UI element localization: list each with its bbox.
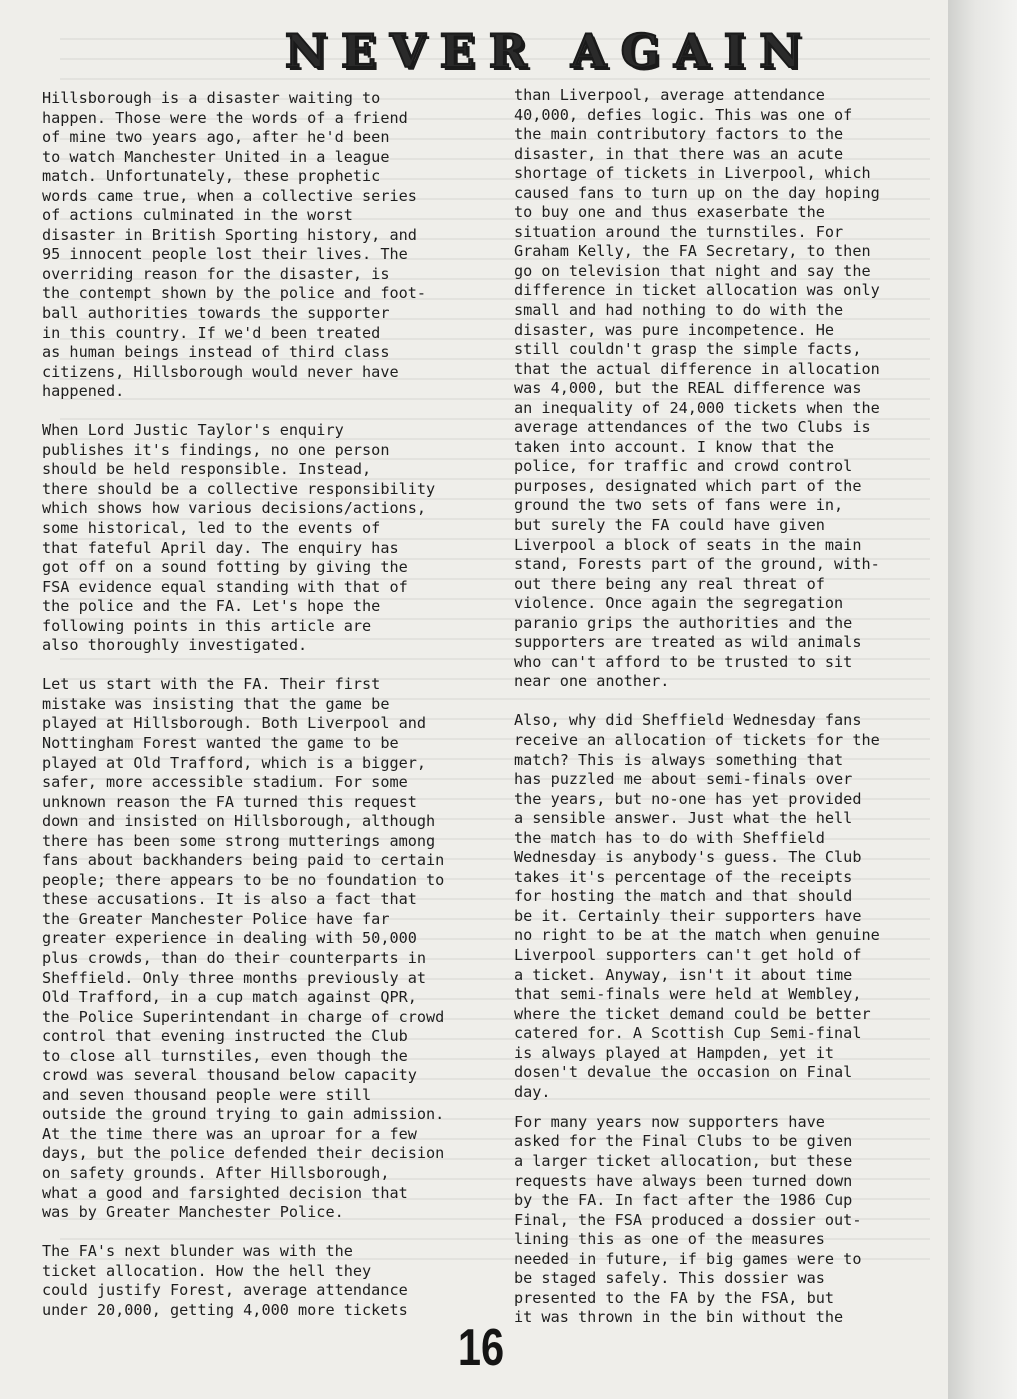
paragraph: Hillsborough is a disaster waiting to happen. Those were the words of a friend of mine two years ago, after he'd been to watch Manchester United in a league match. Unfortunately, these prophetic words came true, when a collective series of actions culminated in the worst disaster in British Sporting history, and 95 innocent people lost their lives. The overriding reason for the disaster, is the contempt shown by the police and foot- ball authorities towards the supporter in this country. If we'd been treated as human beings instead of third class citizens, Hillsborough would never have happened. — [42, 89, 427, 401]
paragraph: Let us start with the FA. Their first mistake was insisting that the game be played at Hillsborough. Both Liverpool and Nottingham Forest wanted the game to be played at Old Trafford, which is a bigger, safer, more accessible stadium. For some unknown reason the FA turned this request down and insisted on Hillsborough, although there has been some strong mutterings among fans about backhanders being paid to certain people; there appears to be no foundation to these accusations. It is also a fact that the Greater Manchester Police have far greater experience in dealing with 50,000 plus crowds, than do their counterparts in Sheffield. Only three months previously at Old Trafford, in a cup match against QPR, the Police Superintendant in charge of crowd control that evening instructed the Club to close all turnstiles, even though the crowd was several thousand below capacity and seven thousand people were still outside the ground trying to gain admission. At the time there was an uproar for a few days, but the police defended their decision on safety grounds. After Hillsborough, what a good and farsighted decision that was by Greater Manchester Police. — [42, 675, 445, 1222]
paragraph: than Liverpool, average attendance 40,000, defies logic. This was one of the main contributory factors to the disaster, in that there was an acute shortage of tickets in Liverpool, which caused fans to turn up on the day hoping to buy one and thus exaserbate the situation around the turnstiles. For Graham Kelly, the FA Secretary, to then go on television that night and say the difference in ticket allocation was only small and had nothing to do with the disaster, was pure incompetence. He still couldn't grasp the simple facts, that the actual difference in allocation was 4,000, but the REAL difference was an inequality of 24,000 tickets when the average attendances of the two Clubs is taken into account. I know that the police, for traffic and crowd control purposes, designated which part of the ground the two sets of fans were in, but surely the FA could have given Liverpool a block of seats in the main stand, Forests part of the ground, with- out there being any real threat of violence. Once again the segregation paranio grips the authorities and the supporters are treated as wild animals who can't afford to be trusted to sit near one another. — [514, 86, 880, 691]
right-column — [514, 86, 914, 1347]
article-headline: NEVER AGAIN — [284, 24, 816, 78]
paragraph: The FA's next blunder was with the ticket allocation. How the hell they could justify Forest, average attendance under 20,000, getting 4,000 more tickets — [42, 1242, 408, 1319]
paragraph: When Lord Justic Taylor's enquiry publishes it's findings, no one person should be held responsible. Instead, there should be a collective responsibility which shows how various decisions/actions, some historical, led to the events of that fateful April day. The enquiry has got off on a sound fotting by giving the FSA evidence equal standing with that of the police and the FA. Let's hope the following points in this article are also thoroughly investigated. — [42, 421, 436, 655]
page-edge — [948, 0, 1017, 1399]
paragraph: Also, why did Sheffield Wednesday fans receive an allocation of tickets for the match? This is always something that has puzzled me about semi-finals over the years, but no-one has yet provided a sensible answer. Just what the hell the match has to do with Sheffield Wednesday is anybody's guess. The Club takes it's percentage of the receipts for hosting the match and that should be it. Certainly their supporters have no right to be at the match when genuine Liverpool supporters can't get hold of a ticket. Anyway, isn't it about time that semi-finals were held at Wembley, where the ticket demand could be better catered for. A Scottish Cup Semi-final is always played at Hampden, yet it dosen't devalue the occasion on Final day. — [514, 711, 880, 1101]
paragraph: For many years now supporters have asked for the Final Clubs to be given a larger ticket allocation, but these requests have always been turned down by the FA. In fact after the 1986 Cup Final, the FSA produced a dossier out- lining this as one of the measures needed in future, if big games were to be staged safely. This dossier was presented to the FA by the FSA, but it was thrown in the bin without the — [514, 1112, 862, 1327]
page-number: 16 — [457, 1319, 505, 1377]
left-column — [42, 89, 492, 1340]
